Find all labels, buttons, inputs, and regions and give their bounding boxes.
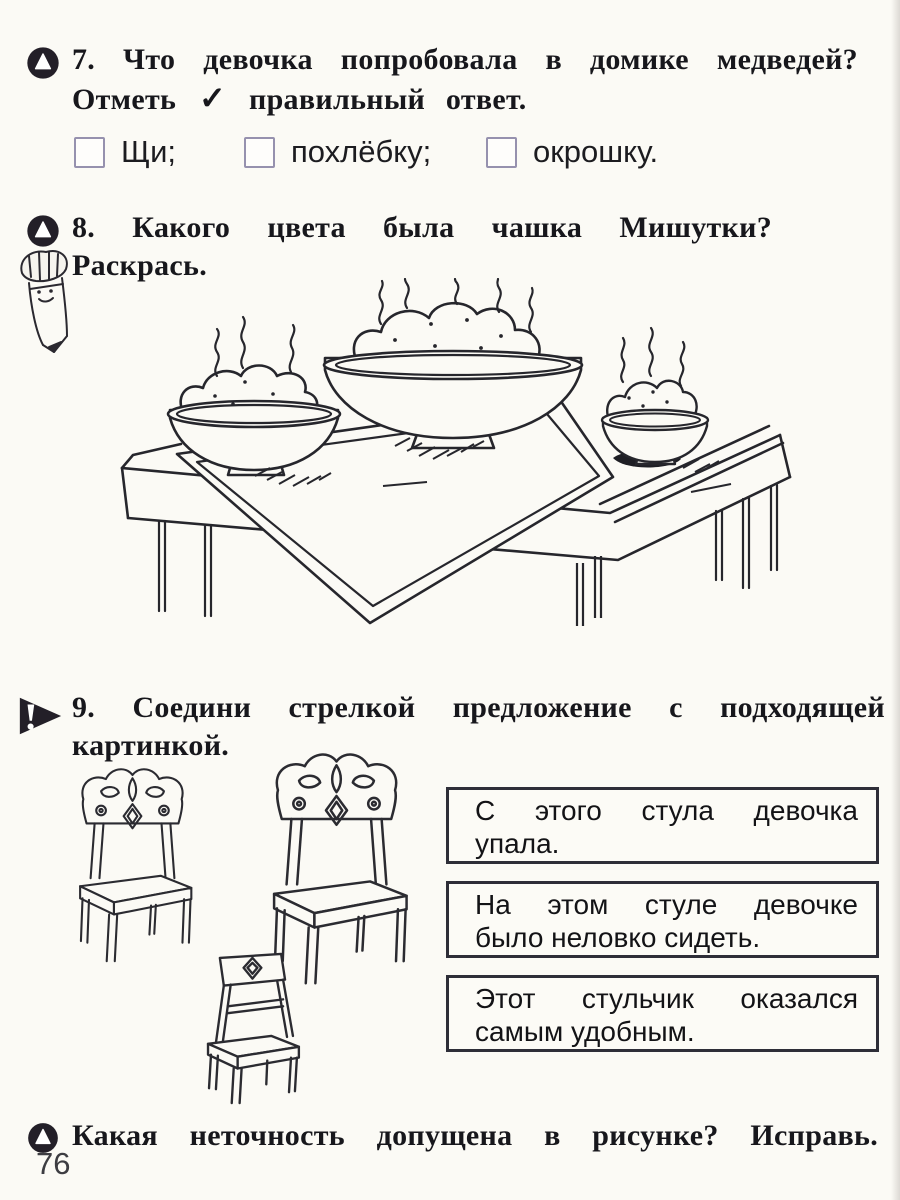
checkmark-glyph: ✓ (199, 80, 227, 116)
sentence-card-2-line1: На этом стуле девочке (475, 889, 858, 920)
answer-option-label: похлёбку; (291, 134, 432, 169)
answer-option-label: Щи; (121, 134, 176, 169)
sentence-card-3-line2: самым удобным. (475, 1016, 695, 1047)
q9-text-line2: картинкой. (72, 729, 230, 762)
sentence-card-1-line1: С этого стула девочка (475, 795, 858, 826)
scan-edge-shadow (891, 0, 900, 1200)
answer-option-pohlebku (244, 134, 431, 170)
answer-option-shchi (74, 134, 176, 170)
page-number: 76 (36, 1146, 71, 1181)
answer-checkbox[interactable] (486, 137, 517, 168)
sentence-card-2[interactable] (446, 881, 879, 958)
answer-checkbox[interactable] (74, 137, 105, 168)
answer-option-label: окрошку. (533, 134, 659, 169)
sentence-card-3-line1: Этот стульчик оказался (475, 983, 858, 1014)
sentence-card-1-line2: упала. (475, 828, 560, 859)
q7-text-line2 (72, 80, 632, 118)
sentence-card-3[interactable] (446, 975, 879, 1052)
q7-prompt-post: правильный ответ. (248, 83, 527, 116)
q8-text-line2: Раскрась. (72, 249, 207, 282)
sentence-card-1[interactable] (446, 787, 879, 864)
chair-illustration-large-1[interactable] (64, 762, 201, 967)
listen-task-icon (24, 44, 62, 82)
chair-illustration-small[interactable] (190, 950, 309, 1108)
q8-text-line1: 8. Какого цвета была чашка Мишутки? (72, 211, 772, 244)
attention-flag-icon (14, 692, 66, 740)
q10-text-line1: Какая неточность допущена в рисунке? Исправь. (72, 1119, 878, 1152)
answer-option-okroshku (486, 134, 658, 170)
answer-checkbox[interactable] (244, 137, 275, 168)
sentence-card-2-line2: было неловко сидеть. (475, 922, 761, 953)
q7-text-line1: 7. Что девочка попробовала в домике медведей? (72, 43, 858, 76)
q9-text-line1: 9. Соедини стрелкой предложение с подходящей (72, 691, 885, 724)
pencil-character-icon (16, 246, 74, 354)
table-with-bowls-drawing[interactable] (95, 278, 810, 683)
q7-prompt-pre: Отметь (72, 83, 177, 116)
listen-task-icon (24, 212, 62, 250)
